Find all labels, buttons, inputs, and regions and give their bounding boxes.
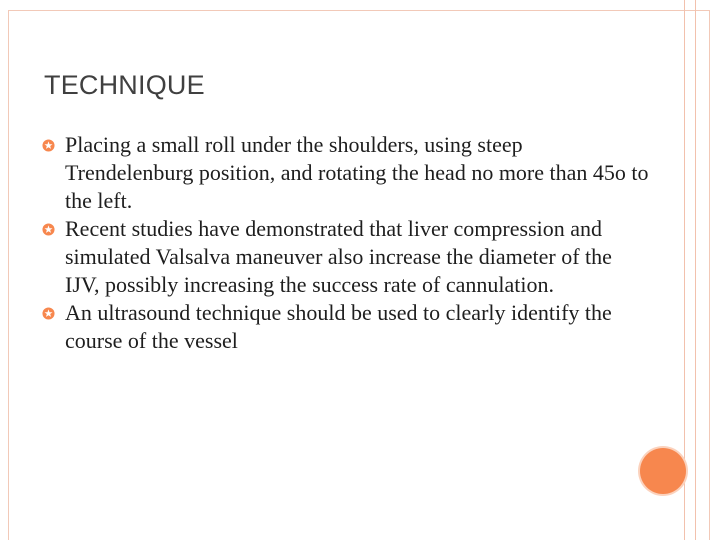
decorative-orange-circle bbox=[640, 448, 686, 494]
star-bullet-icon bbox=[42, 307, 55, 320]
bullet-text: Recent studies have demonstrated that liver compression and simulated Valsalva maneuver also increase the diameter of the IJV, possibly increasing the success rate of cannulation. bbox=[65, 216, 612, 297]
star-bullet-icon bbox=[42, 139, 55, 152]
bullet-item bbox=[40, 131, 650, 215]
decorative-vertical-line-outer bbox=[695, 0, 696, 540]
bullet-list bbox=[40, 131, 650, 355]
star-bullet-icon bbox=[42, 223, 55, 236]
bullet-item bbox=[40, 215, 650, 299]
bullet-text: An ultrasound technique should be used to clearly identify the course of the vessel bbox=[65, 300, 612, 353]
decorative-vertical-line-inner bbox=[684, 0, 685, 540]
bullet-item bbox=[40, 299, 650, 355]
slide-title: TECHNIQUE bbox=[44, 70, 205, 100]
bullet-text: Placing a small roll under the shoulders, using steep Trendelenburg position, and rotating the head no more than 45o to the left. bbox=[65, 132, 649, 213]
